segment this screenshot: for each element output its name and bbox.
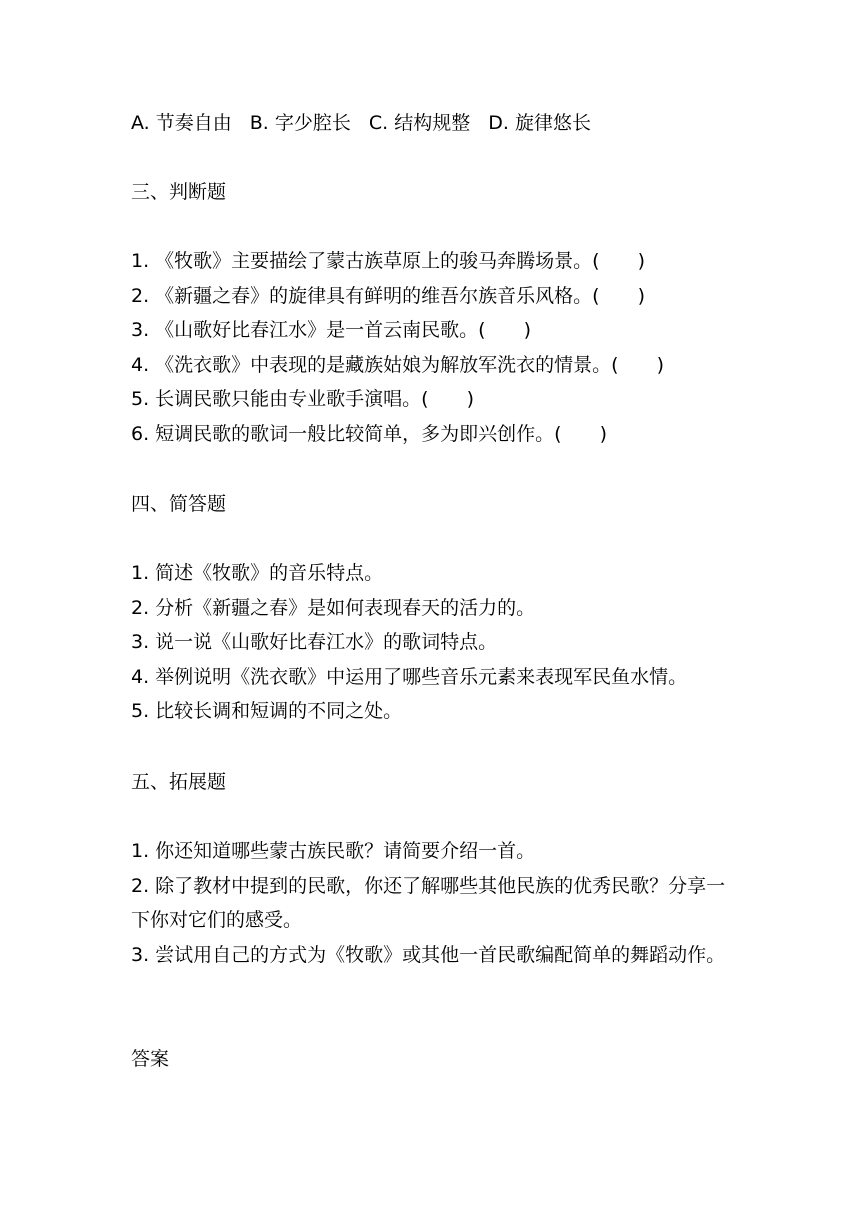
question-item: 5. 比较长调和短调的不同之处。	[131, 700, 403, 723]
answer-heading: 答案	[131, 1048, 170, 1070]
option-b: B. 字少腔长	[249, 112, 351, 134]
option-a: A. 节奏自由	[131, 112, 232, 134]
question-item: 2. 《新疆之春》的旋律具有鲜明的维吾尔族音乐风格。( )	[131, 284, 645, 307]
question-item: 4. 举例说明《洗衣歌》中运用了哪些音乐元素来表现军民鱼水情。	[131, 665, 688, 688]
short-answer-list	[131, 556, 687, 729]
true-false-list	[131, 244, 664, 452]
section-heading-extension: 五、拓展题	[131, 771, 227, 793]
question-item: 3. 说一说《山歌好比春江水》的歌词特点。	[131, 631, 498, 654]
question-item: 3. 尝试用自己的方式为《牧歌》或其他一首民歌编配简单的舞蹈动作。	[131, 943, 726, 966]
question-item: 3. 《山歌好比春江水》是一首云南民歌。( )	[131, 319, 531, 342]
choice-options-row	[131, 106, 591, 141]
question-item: 1. 你还知道哪些蒙古族民歌？请简要介绍一首。	[131, 840, 536, 862]
extension-list	[131, 834, 741, 972]
section-heading-short-answer: 四、简答题	[131, 493, 227, 515]
question-item: 2. 除了教材中提到的民歌，你还了解哪些其他民族的优秀民歌？分享一下你对它们的感受。	[131, 874, 726, 932]
question-item: 5. 长调民歌只能由专业歌手演唱。( )	[131, 388, 474, 411]
option-c: C. 结构规整	[368, 112, 471, 134]
question-item: 6. 短调民歌的歌词一般比较简单，多为即兴创作。( )	[131, 422, 607, 445]
option-d: D. 旋律悠长	[488, 112, 591, 134]
question-item: 2. 分析《新疆之春》是如何表现春天的活力的。	[131, 596, 536, 619]
section-heading-true-false: 三、判断题	[131, 181, 227, 203]
question-item: 4. 《洗衣歌》中表现的是藏族姑娘为解放军洗衣的情景。( )	[131, 353, 664, 376]
question-item: 1. 《牧歌》主要描绘了蒙古族草原上的骏马奔腾场景。( )	[131, 250, 645, 272]
question-item: 1. 简述《牧歌》的音乐特点。	[131, 562, 384, 584]
